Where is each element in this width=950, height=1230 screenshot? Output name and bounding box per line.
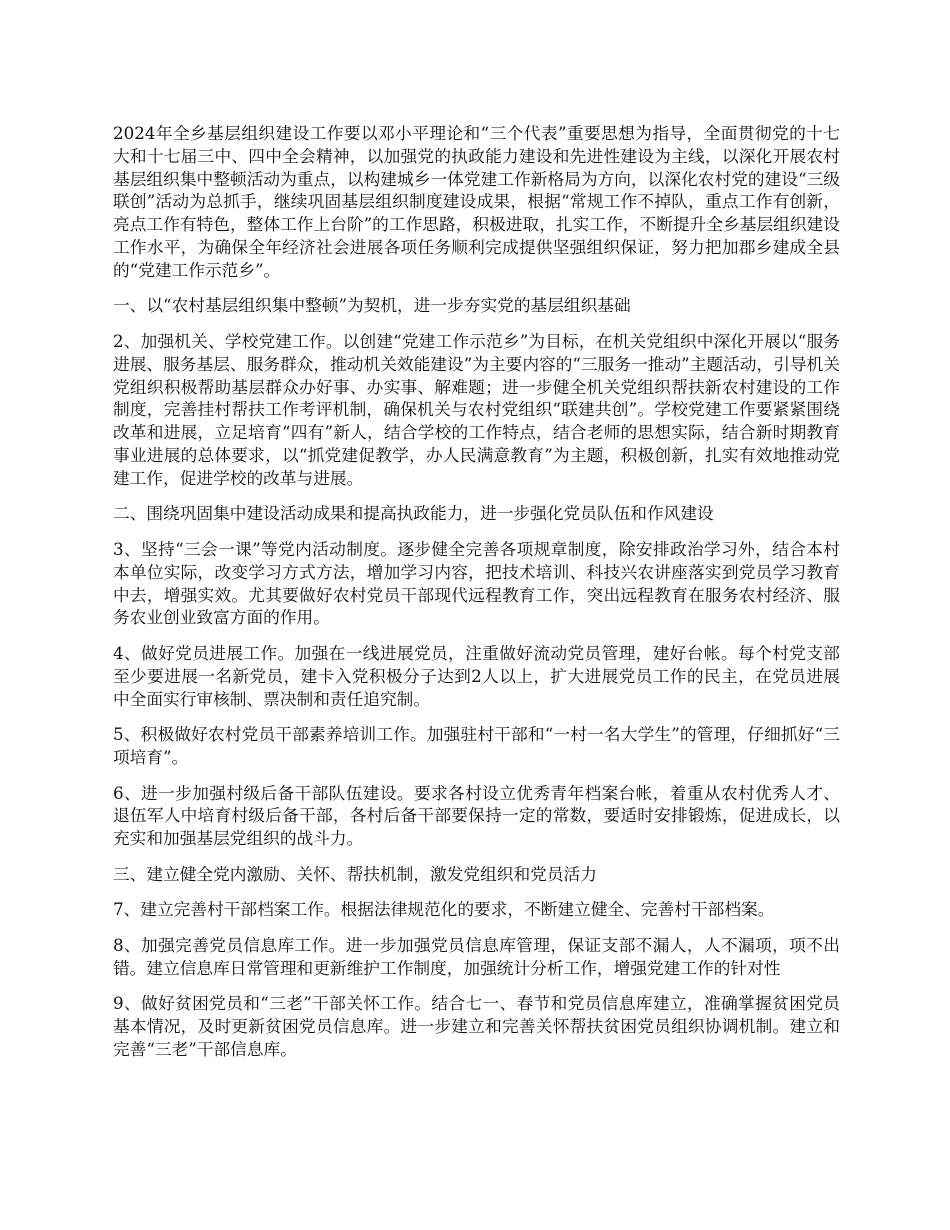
- intro-paragraph: 2024年全乡基层组织建设工作要以邓小平理论和“三个代表”重要思想为指导，全面贯彻党的十七大和十七届三中、四中全会精神，以加强党的执政能力建设和先进性建设为主线，以深化开展农村基层组织集中整顿活动为重点，以构建城乡一体党建工作新格局为方向，以深化农村党的建设“三级联创”活动为总抓手，继续巩固基层组织制度建设成果，根据“常规工作不掉队，重点工作有创新，亮点工作有特色，整体工作上台阶”的工作思路，积极进取，扎实工作，不断提升全乡基层组织建设工作水平，为确保全年经济社会进展各项任务顺利完成提供坚强组织保证，努力把加郡乡建成全县的“党建工作示范乡”。: [113, 123, 840, 280]
- item-paragraph-4: 4、做好党员进展工作。加强在一线进展党员，注重做好流动党员管理，建好台帐。每个村党支部至少要进展一名新党员，建卡入党积极分子达到2人以上，扩大进展党员工作的民主，在党员进展中全面实行审核制、票决制和责任追究制。: [113, 642, 840, 709]
- item-paragraph-5: 5、积极做好农村党员干部素养培训工作。加强驻村干部和“一村一名大学生”的管理，仔细抓好“三项培育”。: [113, 724, 840, 767]
- section-heading-1: 一、以“农村基层组织集中整顿”为契机，进一步夯实党的基层组织基础: [113, 295, 631, 316]
- item-paragraph-7: 7、建立完善村干部档案工作。根据法律规范化的要求，不断建立健全、完善村干部档案。: [113, 899, 775, 920]
- section-heading-2: 二、围绕巩固集中建设活动成果和提高执政能力，进一步强化党员队伍和作风建设: [113, 503, 714, 524]
- section-heading-3: 三、建立健全党内激励、关怀、帮扶机制，激发党组织和党员活力: [113, 863, 597, 884]
- document-body: [113, 122, 840, 1073]
- item-paragraph-3: 3、坚持“三会一课”等党内活动制度。逐步健全完善各项规章制度，除安排政治学习外，结合本村本单位实际，改变学习方式方法，增加学习内容，把技术培训、科技兴农讲座落实到党员学习教育中去，增强实效。尤其要做好农村党员干部现代远程教育工作，突出远程教育在服务农村经济、服务农业创业致富方面的作用。: [113, 538, 840, 628]
- item-paragraph-2: 2、加强机关、学校党建工作。以创建“党建工作示范乡”为目标，在机关党组织中深化开展以“服务进展、服务基层、服务群众，推动机关效能建设”为主要内容的“三服务一推动”主题活动，引导机关党组织积极帮助基层群众办好事、办实事、解难题；进一步健全机关党组织帮扶新农村建设的工作制度，完善挂村帮扶工作考评机制，确保机关与农村党组织“联建共创”。学校党建工作要紧紧围绕改革和进展，立足培育“四有”新人，结合学校的工作特点，结合老师的思想实际，结合新时期教育事业进展的总体要求，以“抓党建促教学，办人民满意教育”为主题，积极创新，扎实有效地推动党建工作，促进学校的改革与进展。: [113, 330, 840, 488]
- item-paragraph-8: 8、加强完善党员信息库工作。进一步加强党员信息库管理，保证支部不漏人，人不漏项，项不出错。建立信息库日常管理和更新维护工作制度，加强统计分析工作，增强党建工作的针对性: [113, 934, 840, 978]
- item-paragraph-9: 9、做好贫困党员和“三老”干部关怀工作。结合七一、春节和党员信息库建立，准确掌握贫困党员基本情况，及时更新贫困党员信息库。进一步建立和完善关怀帮扶贫困党员组织协调机制。建立和完善“三老”干部信息库。: [113, 993, 840, 1059]
- item-paragraph-6: 6、进一步加强村级后备干部队伍建设。要求各村设立优秀青年档案台帐，着重从农村优秀人才、退伍军人中培育村级后备干部，各村后备干部要保持一定的常数，要适时安排锻炼，促进成长，以充实和加强基层党组织的战斗力。: [113, 782, 840, 849]
